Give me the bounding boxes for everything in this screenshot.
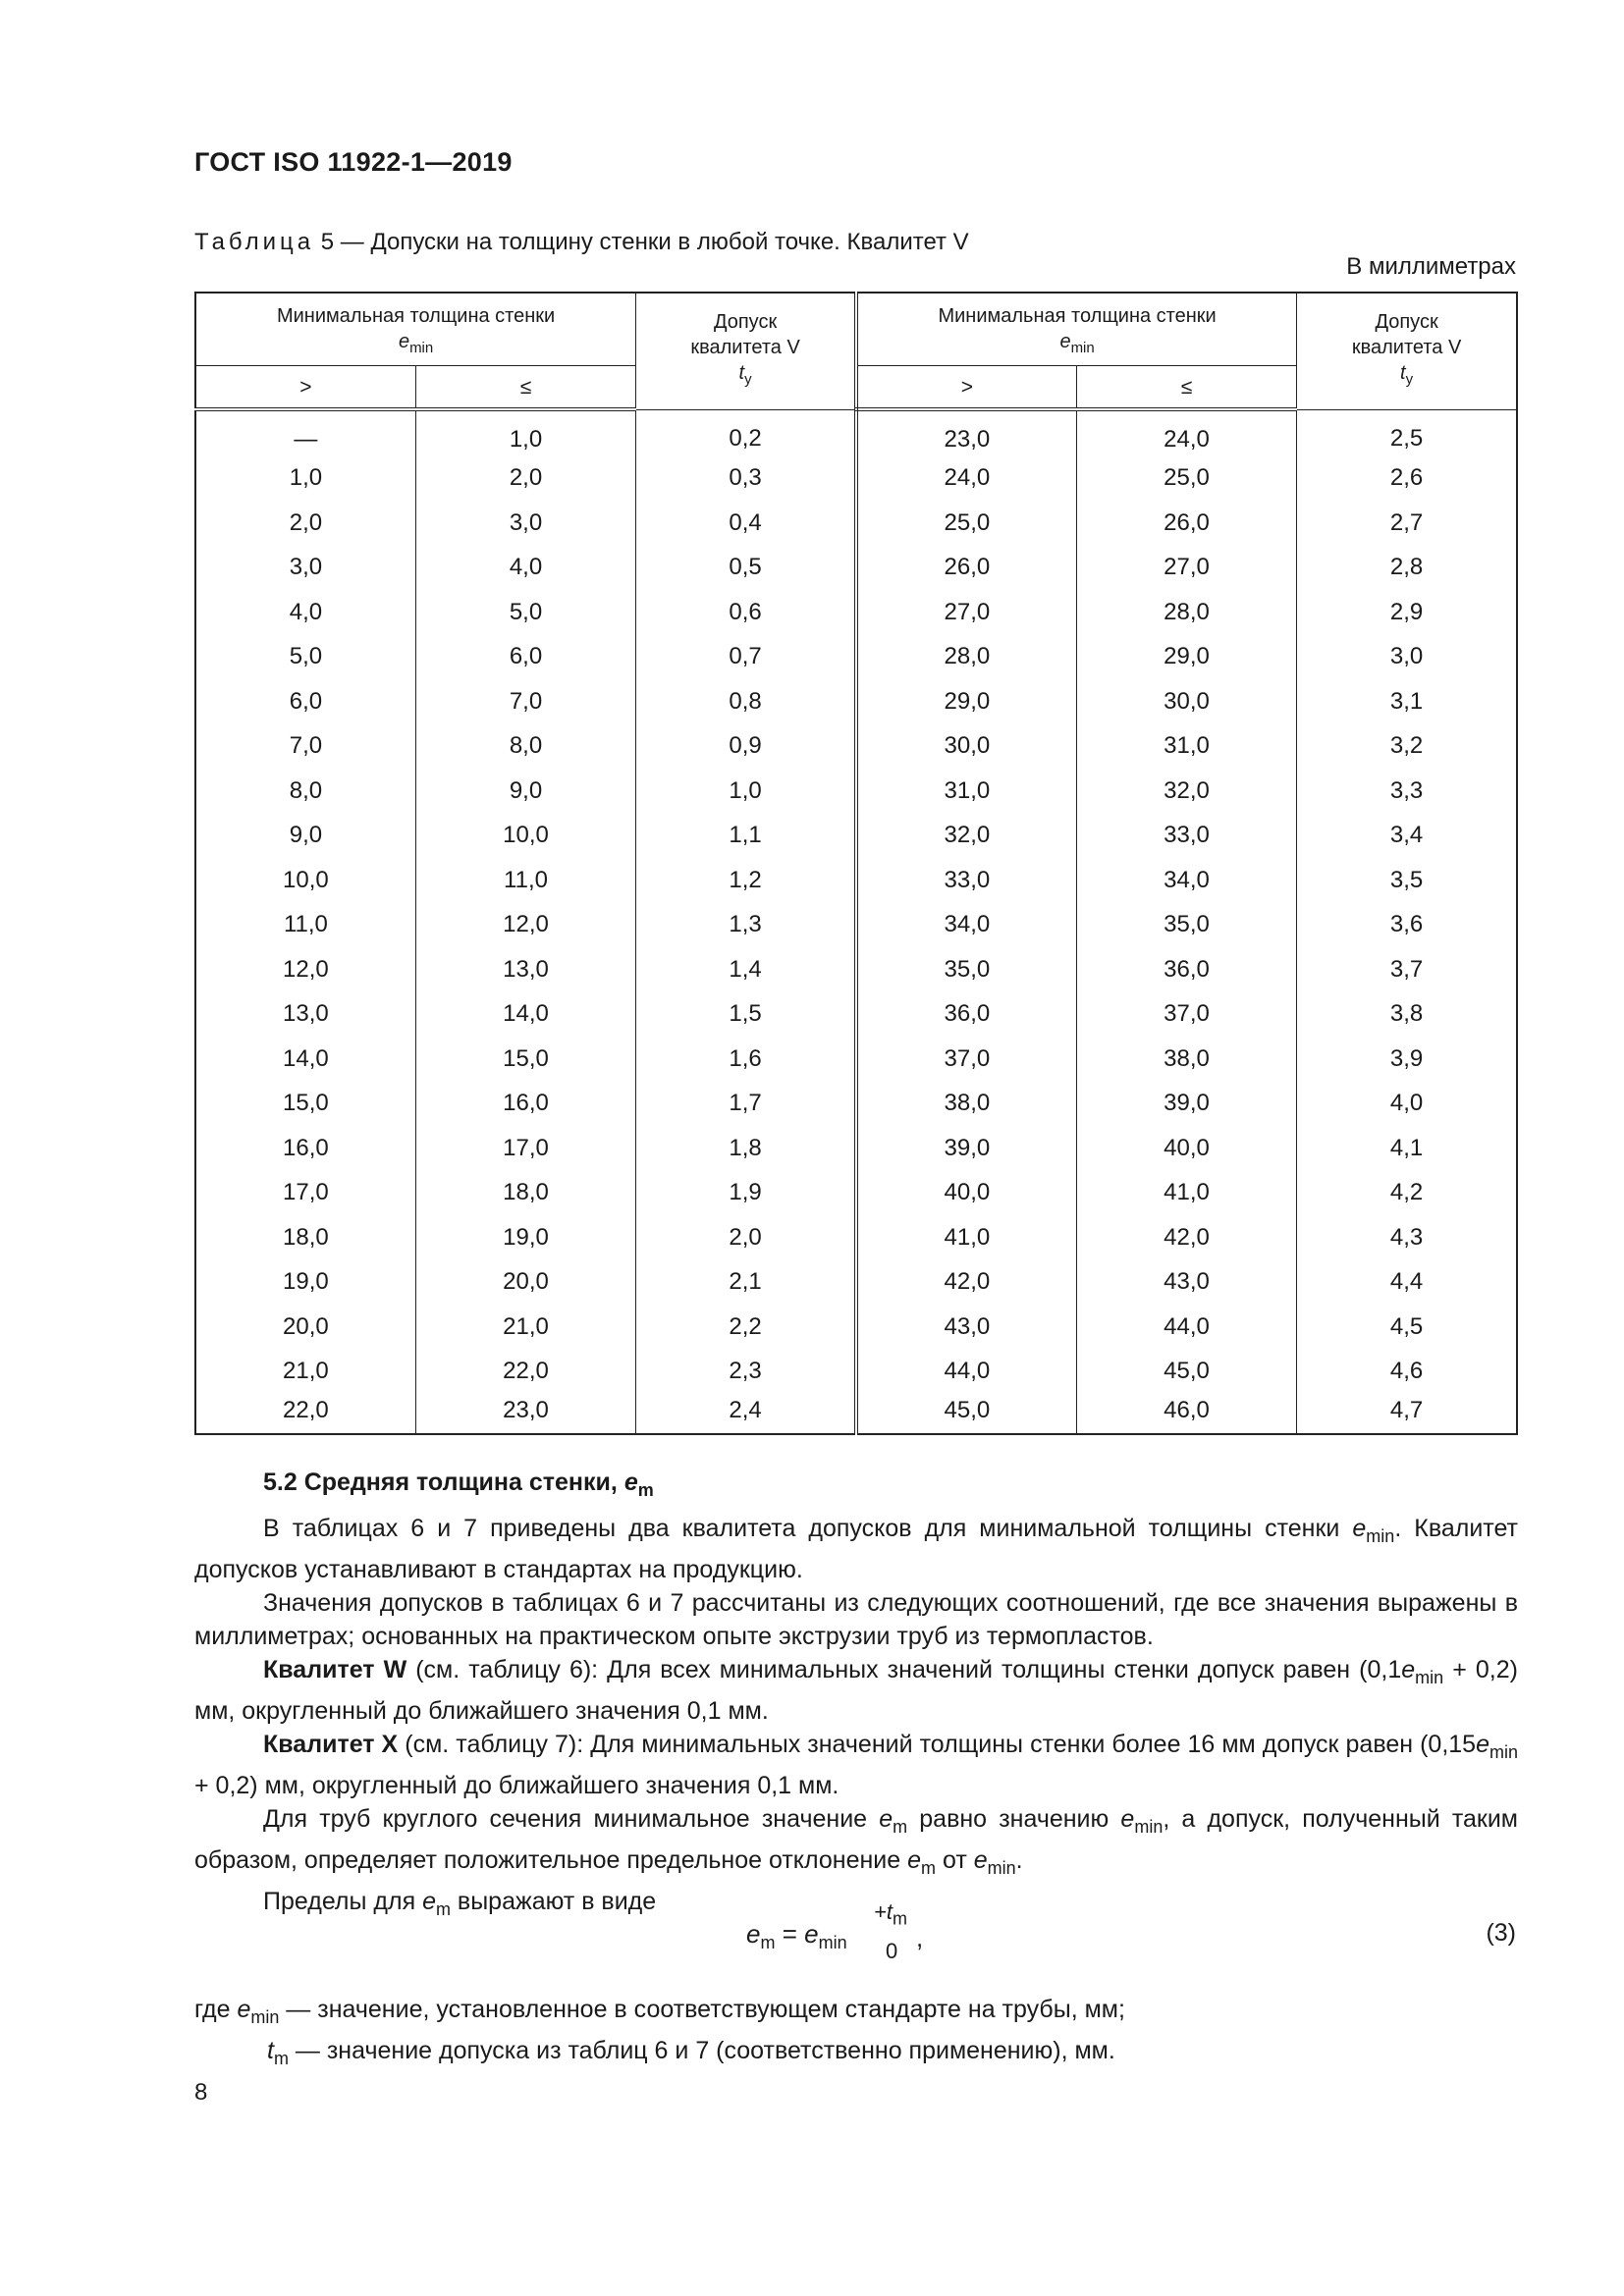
paragraph-3-text-b: + 0,2) мм, округленный до ближайшего значения 0,1 мм. (194, 1656, 1518, 1725)
cell-tolerance-right: 3,6 (1297, 902, 1517, 947)
cell-tolerance-right: 2,5 (1297, 409, 1517, 455)
table-row (195, 409, 1517, 455)
header-tolerance-right (1297, 293, 1517, 409)
paragraph-6-text-a: Пределы для (263, 1888, 423, 1915)
section-title-symbol: e (623, 1468, 638, 1496)
cell-tolerance-right: 3,5 (1297, 858, 1517, 903)
formula-rhs-symbol: e (804, 1919, 819, 1949)
cell-thickness-gt-right: 25,0 (856, 501, 1076, 546)
where-line-2 (194, 2034, 1518, 2075)
paragraph-5-text-d: от (936, 1846, 974, 1874)
header-tolerance-symbol-sub: y (1405, 371, 1414, 388)
cell-thickness-gt-left: 19,0 (195, 1259, 415, 1305)
cell-tolerance-left: 1,7 (636, 1081, 856, 1126)
section-title (263, 1466, 1587, 1507)
section-title-text: 5.2 Средняя толщина стенки, (263, 1468, 624, 1496)
header-tolerance-line2: квалитета V (690, 337, 800, 358)
header-tolerance-line1: Допуск (1375, 311, 1438, 333)
formula-lhs-sub: m (760, 1933, 776, 1953)
formula-rhs-sub: min (818, 1933, 847, 1953)
cell-thickness-gt-left: 18,0 (195, 1215, 415, 1260)
cell-thickness-le-right: 37,0 (1076, 991, 1296, 1037)
cell-tolerance-left: 0,7 (636, 634, 856, 679)
cell-thickness-le-left: 4,0 (415, 545, 635, 590)
table-row (195, 590, 1517, 635)
cell-tolerance-left: 1,1 (636, 813, 856, 858)
cell-thickness-gt-right: 42,0 (856, 1259, 1076, 1305)
cell-thickness-le-left: 11,0 (415, 858, 635, 903)
table-row (195, 902, 1517, 947)
cell-tolerance-right: 3,8 (1297, 991, 1517, 1037)
paragraph-1-text-a: В таблицах 6 и 7 приведены два квалитета допусков для минимальной толщины стенки (263, 1515, 1353, 1542)
cell-tolerance-right: 2,6 (1297, 455, 1517, 501)
cell-thickness-le-right: 38,0 (1076, 1037, 1296, 1082)
table-row (195, 858, 1517, 903)
units-note: В миллиметрах (1346, 253, 1516, 280)
paragraph-4-symbol-sub: min (1489, 1742, 1518, 1762)
table-row (195, 1215, 1517, 1260)
table-row (195, 1394, 1517, 1434)
table-row (195, 634, 1517, 679)
table-row (195, 679, 1517, 724)
cell-thickness-gt-left: 11,0 (195, 902, 415, 947)
paragraph-3-bold: Квалитет W (263, 1656, 407, 1683)
cell-tolerance-right: 3,9 (1297, 1037, 1517, 1082)
cell-tolerance-right: 3,7 (1297, 947, 1517, 992)
cell-thickness-gt-left: 21,0 (195, 1349, 415, 1394)
tolerance-table-wrapper (194, 292, 1518, 1435)
document-header: ГОСТ ISO 11922-1—2019 (194, 147, 513, 177)
header-tolerance-line2: квалитета V (1351, 337, 1462, 358)
cell-thickness-gt-left: 20,0 (195, 1305, 415, 1350)
cell-thickness-gt-left: 12,0 (195, 947, 415, 992)
cell-thickness-gt-right: 27,0 (856, 590, 1076, 635)
where-1-symbol-sub: min (250, 2007, 280, 2027)
formula-number: (3) (1486, 1919, 1516, 1947)
cell-thickness-gt-right: 33,0 (856, 858, 1076, 903)
cell-thickness-gt-right: 44,0 (856, 1349, 1076, 1394)
cell-thickness-le-right: 41,0 (1076, 1170, 1296, 1215)
paragraph-5-symbol-4-sub: min (987, 1858, 1016, 1878)
where-1-text: — значение, установленное в соответствующем стандарте на трубы, мм; (279, 1996, 1125, 2023)
table-row (195, 723, 1517, 769)
cell-thickness-le-left: 8,0 (415, 723, 635, 769)
cell-thickness-le-left: 13,0 (415, 947, 635, 992)
paragraph-1-symbol-sub: min (1366, 1526, 1395, 1546)
header-min-thickness-symbol-sub: min (1070, 340, 1095, 356)
formula-lower-limit: 0 (886, 1939, 898, 1963)
table-caption-label: Таблица (194, 229, 315, 255)
cell-tolerance-left: 1,5 (636, 991, 856, 1037)
paragraph-3-text-a: (см. таблицу 6): Для всех минимальных значений толщины стенки допуск равен (0,1 (406, 1656, 1402, 1683)
where-2-symbol: t (267, 2037, 274, 2064)
header-le-right: ≤ (1076, 366, 1296, 410)
paragraph-5-symbol-2: e (1120, 1805, 1135, 1833)
cell-thickness-gt-right: 30,0 (856, 723, 1076, 769)
page-number: 8 (194, 2079, 208, 2106)
formula-comma: , (916, 1923, 924, 1952)
cell-tolerance-left: 1,2 (636, 858, 856, 903)
cell-thickness-le-right: 30,0 (1076, 679, 1296, 724)
header-gt-right: > (856, 366, 1076, 410)
table-caption (194, 229, 969, 256)
where-prefix: где (194, 1996, 238, 2023)
cell-thickness-le-left: 7,0 (415, 679, 635, 724)
cell-tolerance-right: 4,6 (1297, 1349, 1517, 1394)
header-tolerance-line1: Допуск (713, 311, 778, 333)
table-row (195, 991, 1517, 1037)
paragraph-6-symbol: e (422, 1888, 436, 1915)
cell-thickness-le-right: 24,0 (1076, 409, 1296, 455)
cell-thickness-gt-left: 2,0 (195, 501, 415, 546)
header-tolerance-left (636, 293, 856, 409)
paragraph-5-symbol-3-sub: m (921, 1858, 937, 1878)
paragraph-3 (194, 1653, 1518, 1728)
cell-tolerance-right: 4,5 (1297, 1305, 1517, 1350)
cell-tolerance-left: 0,5 (636, 545, 856, 590)
cell-thickness-gt-right: 40,0 (856, 1170, 1076, 1215)
header-min-thickness-right (856, 293, 1297, 366)
cell-thickness-le-right: 32,0 (1076, 769, 1296, 814)
cell-tolerance-right: 2,7 (1297, 501, 1517, 546)
header-min-thickness-left (195, 293, 636, 366)
cell-tolerance-right: 4,0 (1297, 1081, 1517, 1126)
table-row (195, 769, 1517, 814)
cell-thickness-le-right: 34,0 (1076, 858, 1296, 903)
cell-thickness-gt-right: 34,0 (856, 902, 1076, 947)
paragraph-1-symbol: e (1352, 1515, 1367, 1542)
cell-thickness-le-left: 12,0 (415, 902, 635, 947)
table-row (195, 813, 1517, 858)
cell-thickness-le-left: 19,0 (415, 1215, 635, 1260)
paragraph-4-bold: Квалитет X (263, 1731, 399, 1758)
cell-thickness-gt-right: 38,0 (856, 1081, 1076, 1126)
paragraph-1-text-b: . Квалитет допусков устанавливают в стандартах на продукцию. (194, 1515, 1518, 1583)
cell-tolerance-left: 1,3 (636, 902, 856, 947)
cell-thickness-gt-left: 22,0 (195, 1394, 415, 1434)
cell-tolerance-right: 4,2 (1297, 1170, 1517, 1215)
section-body (194, 1512, 1518, 1929)
cell-tolerance-right: 3,0 (1297, 634, 1517, 679)
cell-thickness-le-right: 26,0 (1076, 501, 1296, 546)
table-row (195, 455, 1517, 501)
formula-3 (746, 1899, 982, 1968)
cell-thickness-le-right: 25,0 (1076, 455, 1296, 501)
cell-thickness-gt-left: — (195, 409, 415, 455)
cell-thickness-gt-left: 3,0 (195, 545, 415, 590)
paragraph-1 (194, 1512, 1518, 1586)
paragraph-5-symbol-2-sub: min (1134, 1817, 1164, 1837)
cell-thickness-gt-left: 1,0 (195, 455, 415, 501)
paragraph-5-text-a: Для труб круглого сечения минимальное значение (263, 1805, 880, 1833)
table-caption-text: 5 — Допуски на толщину стенки в любой точке. Квалитет V (314, 229, 969, 255)
cell-thickness-le-right: 29,0 (1076, 634, 1296, 679)
cell-tolerance-left: 1,6 (636, 1037, 856, 1082)
cell-thickness-le-left: 15,0 (415, 1037, 635, 1082)
cell-thickness-gt-right: 32,0 (856, 813, 1076, 858)
cell-thickness-gt-left: 5,0 (195, 634, 415, 679)
cell-tolerance-right: 3,1 (1297, 679, 1517, 724)
cell-thickness-le-right: 27,0 (1076, 545, 1296, 590)
paragraph-2: Значения допусков в таблицах 6 и 7 рассчитаны из следующих соотношений, где все значения выражены в миллиметрах; основанных на практическом опыте экструзии труб из термопластов. (194, 1589, 1518, 1650)
paragraph-4-text-a: (см. таблицу 7): Для минимальных значений толщины стенки более 16 мм допуск равен (0,15 (398, 1731, 1477, 1758)
paragraph-5-symbol-3: e (907, 1846, 922, 1874)
header-min-thickness-label: Минимальная толщина стенки (276, 305, 556, 327)
where-block (194, 1993, 1518, 2075)
cell-thickness-le-left: 2,0 (415, 455, 635, 501)
cell-thickness-le-left: 9,0 (415, 769, 635, 814)
cell-thickness-le-left: 10,0 (415, 813, 635, 858)
cell-thickness-le-left: 16,0 (415, 1081, 635, 1126)
cell-thickness-le-right: 40,0 (1076, 1126, 1296, 1171)
cell-tolerance-left: 0,2 (636, 409, 856, 455)
where-1-symbol: e (237, 1996, 251, 2023)
cell-thickness-le-left: 23,0 (415, 1394, 635, 1434)
where-2-symbol-sub: m (273, 2049, 289, 2068)
paragraph-5-text-b: равно значению (907, 1805, 1121, 1833)
paragraph-6-symbol-sub: m (435, 1899, 451, 1919)
table-row (195, 1170, 1517, 1215)
cell-tolerance-right: 3,2 (1297, 723, 1517, 769)
cell-tolerance-left: 1,9 (636, 1170, 856, 1215)
cell-thickness-gt-right: 41,0 (856, 1215, 1076, 1260)
cell-tolerance-right: 2,8 (1297, 545, 1517, 590)
paragraph-5-symbol-4: e (973, 1846, 988, 1874)
cell-thickness-le-right: 39,0 (1076, 1081, 1296, 1126)
cell-thickness-gt-right: 24,0 (856, 455, 1076, 501)
paragraph-5-symbol-1-sub: m (893, 1817, 908, 1837)
paragraph-4 (194, 1728, 1518, 1802)
paragraph-5 (194, 1802, 1518, 1885)
cell-thickness-le-right: 31,0 (1076, 723, 1296, 769)
cell-thickness-le-left: 3,0 (415, 501, 635, 546)
cell-tolerance-left: 2,3 (636, 1349, 856, 1394)
cell-thickness-le-right: 28,0 (1076, 590, 1296, 635)
header-min-thickness-label: Минимальная толщина стенки (938, 305, 1217, 327)
cell-thickness-le-left: 5,0 (415, 590, 635, 635)
formula-equals: = (775, 1919, 805, 1949)
paragraph-4-text-b: + 0,2) мм, округленный до ближайшего значения 0,1 мм. (194, 1772, 839, 1799)
table-row (195, 947, 1517, 992)
section-title-symbol-sub: m (637, 1480, 654, 1500)
cell-tolerance-left: 0,6 (636, 590, 856, 635)
table-row (195, 1259, 1517, 1305)
paragraph-5-text-c: , а допуск, полученный таким образом, определяет положительное предельное отклонение (194, 1805, 1518, 1874)
formula-lhs-symbol: e (746, 1919, 761, 1949)
cell-thickness-le-right: 43,0 (1076, 1259, 1296, 1305)
cell-thickness-gt-left: 9,0 (195, 813, 415, 858)
cell-thickness-gt-left: 7,0 (195, 723, 415, 769)
header-tolerance-symbol: t (738, 362, 745, 384)
cell-thickness-gt-left: 15,0 (195, 1081, 415, 1126)
cell-thickness-le-left: 20,0 (415, 1259, 635, 1305)
cell-tolerance-left: 2,1 (636, 1259, 856, 1305)
table-row (195, 1305, 1517, 1350)
cell-thickness-le-left: 1,0 (415, 409, 635, 455)
formula-upper-symbol: +t (874, 1899, 893, 1924)
cell-thickness-le-left: 22,0 (415, 1349, 635, 1394)
cell-thickness-le-right: 35,0 (1076, 902, 1296, 947)
cell-tolerance-left: 0,9 (636, 723, 856, 769)
cell-tolerance-right: 3,3 (1297, 769, 1517, 814)
table-row (195, 545, 1517, 590)
cell-tolerance-left: 1,4 (636, 947, 856, 992)
cell-thickness-gt-right: 31,0 (856, 769, 1076, 814)
cell-thickness-gt-left: 17,0 (195, 1170, 415, 1215)
header-min-thickness-symbol: e (398, 331, 410, 352)
cell-tolerance-right: 3,4 (1297, 813, 1517, 858)
cell-tolerance-left: 1,0 (636, 769, 856, 814)
cell-thickness-gt-left: 16,0 (195, 1126, 415, 1171)
header-min-thickness-symbol: e (1059, 331, 1071, 352)
tolerance-table-body (195, 409, 1517, 1434)
cell-thickness-gt-left: 14,0 (195, 1037, 415, 1082)
cell-thickness-le-left: 18,0 (415, 1170, 635, 1215)
cell-tolerance-right: 4,7 (1297, 1394, 1517, 1434)
cell-tolerance-left: 2,0 (636, 1215, 856, 1260)
cell-thickness-gt-right: 29,0 (856, 679, 1076, 724)
cell-thickness-le-left: 21,0 (415, 1305, 635, 1350)
cell-tolerance-right: 4,3 (1297, 1215, 1517, 1260)
cell-tolerance-left: 2,2 (636, 1305, 856, 1350)
cell-thickness-le-right: 46,0 (1076, 1394, 1296, 1434)
cell-thickness-gt-right: 35,0 (856, 947, 1076, 992)
cell-thickness-le-right: 44,0 (1076, 1305, 1296, 1350)
header-tolerance-symbol: t (1400, 362, 1406, 384)
cell-thickness-le-left: 17,0 (415, 1126, 635, 1171)
paragraph-5-text-e: . (1015, 1846, 1023, 1874)
cell-thickness-gt-right: 37,0 (856, 1037, 1076, 1082)
cell-thickness-le-right: 45,0 (1076, 1349, 1296, 1394)
paragraph-4-symbol: e (1476, 1731, 1489, 1758)
cell-tolerance-left: 0,4 (636, 501, 856, 546)
cell-thickness-le-right: 33,0 (1076, 813, 1296, 858)
cell-thickness-le-left: 14,0 (415, 991, 635, 1037)
cell-thickness-gt-left: 8,0 (195, 769, 415, 814)
header-gt-left: > (195, 366, 415, 410)
cell-thickness-gt-right: 43,0 (856, 1305, 1076, 1350)
where-line-1 (194, 1993, 1518, 2034)
cell-thickness-gt-right: 45,0 (856, 1394, 1076, 1434)
header-tolerance-symbol-sub: y (744, 371, 752, 388)
cell-thickness-gt-left: 6,0 (195, 679, 415, 724)
header-min-thickness-symbol-sub: min (409, 340, 434, 356)
table-row (195, 501, 1517, 546)
cell-thickness-le-left: 6,0 (415, 634, 635, 679)
formula-upper-limit (874, 1899, 907, 1929)
cell-thickness-gt-right: 36,0 (856, 991, 1076, 1037)
cell-thickness-gt-right: 28,0 (856, 634, 1076, 679)
table-row (195, 1081, 1517, 1126)
paragraph-3-symbol-sub: min (1415, 1668, 1444, 1687)
cell-thickness-gt-left: 10,0 (195, 858, 415, 903)
formula-upper-sub: m (892, 1908, 907, 1929)
where-2-text: — значение допуска из таблиц 6 и 7 (соответственно применению), мм. (288, 2037, 1115, 2064)
paragraph-5-symbol-1: e (879, 1805, 893, 1833)
cell-thickness-gt-right: 23,0 (856, 409, 1076, 455)
table-row (195, 1126, 1517, 1171)
cell-thickness-gt-left: 4,0 (195, 590, 415, 635)
tolerance-table (194, 292, 1518, 1435)
cell-tolerance-left: 1,8 (636, 1126, 856, 1171)
cell-thickness-gt-right: 26,0 (856, 545, 1076, 590)
formula-main (746, 1919, 847, 1953)
table-row (195, 1037, 1517, 1082)
cell-thickness-gt-left: 13,0 (195, 991, 415, 1037)
cell-tolerance-right: 4,4 (1297, 1259, 1517, 1305)
cell-thickness-le-right: 36,0 (1076, 947, 1296, 992)
cell-thickness-gt-right: 39,0 (856, 1126, 1076, 1171)
table-row (195, 1349, 1517, 1394)
cell-tolerance-right: 2,9 (1297, 590, 1517, 635)
cell-tolerance-right: 4,1 (1297, 1126, 1517, 1171)
paragraph-6-text-b: выражают в виде (450, 1888, 657, 1915)
cell-thickness-le-right: 42,0 (1076, 1215, 1296, 1260)
header-le-left: ≤ (415, 366, 635, 410)
cell-tolerance-left: 0,8 (636, 679, 856, 724)
cell-tolerance-left: 2,4 (636, 1394, 856, 1434)
paragraph-3-symbol: e (1401, 1656, 1416, 1683)
cell-tolerance-left: 0,3 (636, 455, 856, 501)
